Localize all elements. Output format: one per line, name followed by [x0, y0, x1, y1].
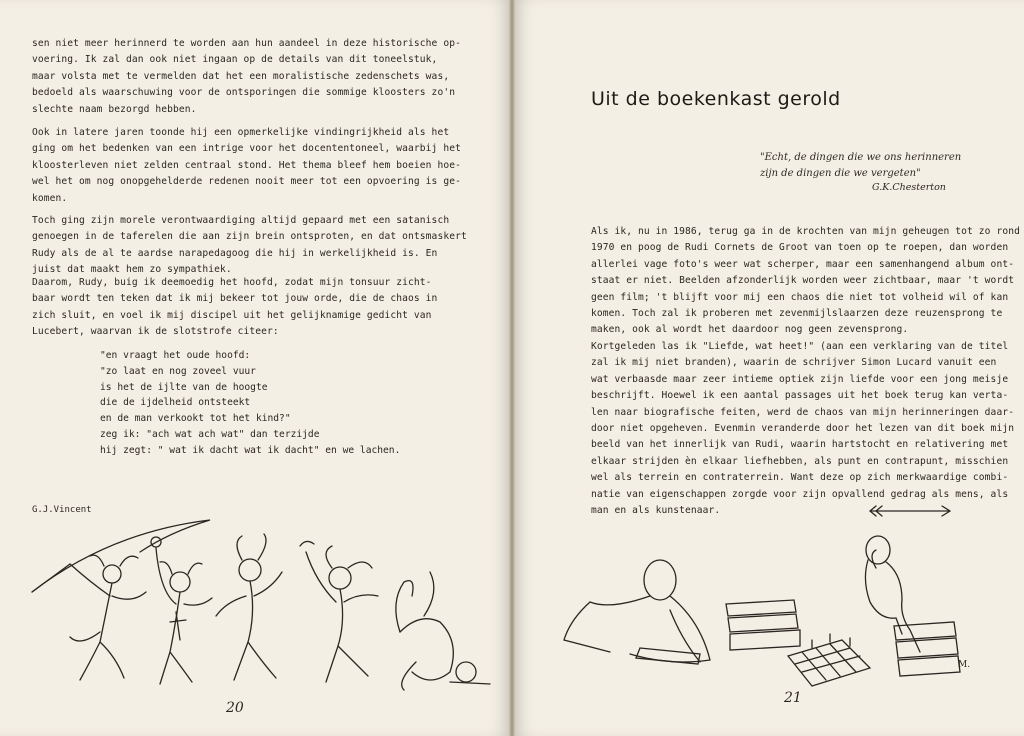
author-name: G.J.Vincent	[32, 505, 92, 515]
page-title: Uit de boekenkast gerold	[591, 88, 841, 110]
reading-men-chess-drawing	[550, 530, 970, 690]
paragraph: sen niet meer herinnerd te worden aan hun aandeel in deze historische op- voering. Ik zal dan ook niet ingaan op de details van dit toneelstuk, maar volsta met te vermelden dat het een moralistische zedenschets was, bedoeld als waarschuwing voor de ontsporingen die sommige kloosters zo'n slechte naam bezorgd hebben.	[32, 38, 461, 115]
arrow-right-icon	[868, 503, 954, 522]
dancing-devils-drawing	[20, 512, 500, 702]
paragraph: Toch ging zijn morele verontwaardiging altijd gepaard met een satanisch genoegen in de taferelen die aan zijn brein ontsproten, en dat ontsmaskert Rudy als de al te aardse narapedagoog die hij in werkelijkheid is. En juist dat maakt hem zo sympathiek.	[32, 215, 467, 276]
book-gutter	[509, 0, 515, 736]
page-number: 20	[226, 700, 244, 716]
paragraph: Kortgeleden las ik "Liefde, wat heet!" (aan een verklaring van de titel zal ik mij niet branden), waarin de schrijver Simon Lucard vanuit een wat verbaasde maar zeer intieme optiek zijn liefde voor een jong meisje beschrijft. Hoewel ik een aantal passages uit het boek terug kan verta- len naar biografische feiten, werd de chaos van mijn herinneringen daar- door niet opgeheven. Evenmin veranderde door het lezen van dit boek mijn beeld van het innerlijk van Rudi, waarin hartstocht en relativering met elkaar strijden èn elkaar liefhebben, als punt en contrapunt, misschien wel als terrein en contraterrein. Want deze op zich merkwaardige combi- natie van eigenschappen zorgde voor zijn opvallend gedrag als mens, als man en als kunstenaar.	[591, 341, 1015, 517]
artist-signature: M.	[958, 660, 971, 670]
epigraph-author: G.K.Chesterton	[872, 182, 946, 193]
epigraph-quote: "Echt, de dingen die we ons herinneren zijn de dingen die we vergeten"	[760, 152, 962, 179]
paragraph: Ook in latere jaren toonde hij een opmerkelijke vindingrijkheid als het ging om het bedenken van een intrige voor het docententoneel, waarbij het kloosterleven niet zelden centraal stond. Het thema bleef hem boeien hoe- wel het om nog onopgehelderde redenen nooit meer tot een opvoering is ge- komen.	[32, 127, 461, 204]
right-page	[512, 0, 1024, 736]
poem-stanza: "en vraagt het oude hoofd: "zo laat en nog zoveel vuur is het de ijlte van de hoogte die de ijdelheid ontsteekt en de man verkookt tot het kind?" zeg ik: "ach wat ach wat" dan terzijde hij zegt: " wat ik dacht wat ik dacht" en we lachen.	[100, 350, 401, 456]
paragraph: Als ik, nu in 1986, terug ga in de krochten van mijn geheugen tot zo rond 1970 en poog de Rudi Cornets de Groot van toen op te roepen, dan worden allerlei vage foto's weer wat scherper, maar een samenhangend album ont- staat er niet. Beelden afzonderlijk worden weer zichtbaar, maar 't wordt geen film; 't blijft voor mij een chaos die niet tot volheid wil of kan komen. Toch zal ik proberen met zevenmijlslaarzen deze reuzensprong te maken, ook al wordt het daardoor nog geen zevensprong.	[591, 226, 1020, 336]
paragraph: Daarom, Rudy, buig ik deemoedig het hoofd, zodat mijn tonsuur zicht- baar wordt ten teken dat ik mij bekeer tot jouw orde, die de chaos in zich sluit, en voel ik mij discipel uit het gelijknamige gedicht van Lucebert, waarvan ik de slotstrofe citeer:	[32, 277, 438, 338]
page-number: 21	[784, 690, 802, 706]
